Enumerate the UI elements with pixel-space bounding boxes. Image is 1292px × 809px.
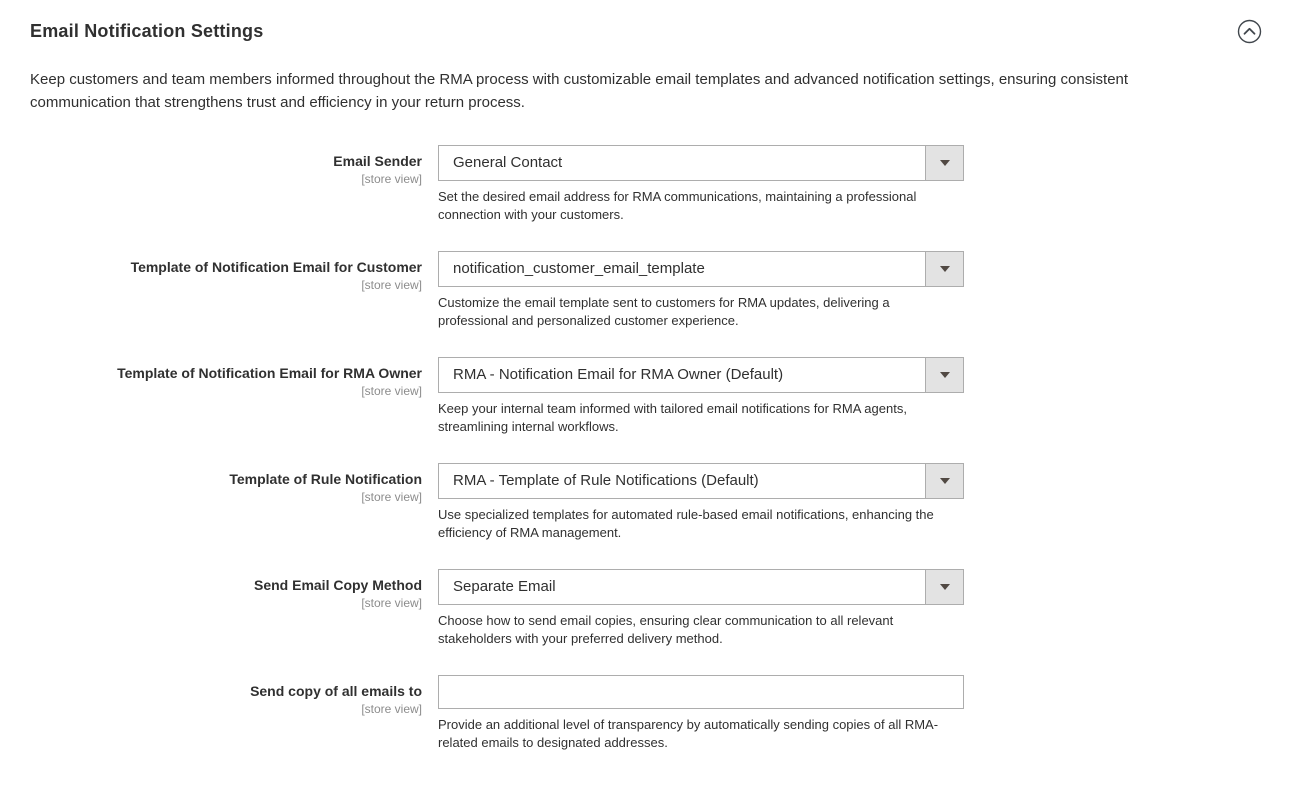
field-row-rma-owner-template [30,357,1262,436]
chevron-up-circle-icon [1237,32,1262,47]
select-selected-value: Separate Email [453,578,556,595]
customer-template-select[interactable] [438,251,964,287]
field-control-block [438,357,1262,436]
field-help-text: Keep your internal team informed with tailored email notifications for RMA agents, streamlining internal workflows. [438,401,907,434]
select-arrow-button[interactable] [925,464,963,498]
field-control-block [438,145,1262,224]
field-scope-hint: [store view] [361,278,422,292]
select-selected-value: RMA - Template of Rule Notifications (Default) [453,472,759,489]
caret-down-icon [940,584,950,590]
field-label-block [30,675,438,752]
field-help-text: Use specialized templates for automated rule-based email notifications, enhancing the efficiency of RMA management. [438,507,934,540]
field-label: Template of Notification Email for Customer [130,259,422,275]
field-label: Send copy of all emails to [250,683,422,699]
settings-form [30,145,1262,752]
field-help-text: Set the desired email address for RMA communications, maintaining a professional connection with your customers. [438,189,917,222]
field-label: Email Sender [333,153,422,169]
select-selected-value: notification_customer_email_template [453,260,705,277]
field-row-rule-notification-template [30,463,1262,542]
field-label-block [30,463,438,542]
field-label-block [30,357,438,436]
field-label-block [30,251,438,330]
section-header [30,20,1262,44]
caret-down-icon [940,372,950,378]
field-row-copy-emails-to [30,675,1262,752]
field-label-block [30,569,438,648]
field-label: Send Email Copy Method [253,577,422,593]
field-help-text: Provide an additional level of transparency by automatically sending copies of all RMA-related emails to designated addresses. [438,717,939,750]
rule-notification-template-select[interactable] [438,463,964,499]
field-control-block [438,569,1262,648]
field-row-customer-template [30,251,1262,330]
select-arrow-button[interactable] [925,358,963,392]
caret-down-icon [940,266,950,272]
collapse-section-button[interactable] [1237,19,1262,44]
select-arrow-button[interactable] [925,146,963,180]
section-description: Keep customers and team members informed throughout the RMA process with customizable email templates and advanced notification settings, ensuring consistent communication that strengthens trust and efficiency in your return process. [30,71,1129,111]
caret-down-icon [940,160,950,166]
field-help-text: Choose how to send email copies, ensuring clear communication to all relevant stakeholders with your preferred delivery method. [438,613,894,646]
field-row-email-copy-method [30,569,1262,648]
field-control-block [438,251,1262,330]
email-copy-method-select[interactable] [438,569,964,605]
field-label: Template of Notification Email for RMA Owner [117,365,422,381]
field-help-text: Customize the email template sent to customers for RMA updates, delivering a professional and personalized customer experience. [438,295,890,328]
field-scope-hint: [store view] [361,172,422,186]
field-scope-hint: [store view] [361,702,422,716]
field-scope-hint: [store view] [361,384,422,398]
rma-owner-template-select[interactable] [438,357,964,393]
field-control-block [438,675,1262,752]
select-arrow-button[interactable] [925,570,963,604]
field-label: Template of Rule Notification [229,471,422,487]
field-scope-hint: [store view] [361,596,422,610]
field-label-block [30,145,438,224]
page-title: Email Notification Settings [30,21,264,41]
select-arrow-button[interactable] [925,252,963,286]
field-control-block [438,463,1262,542]
field-row-email-sender [30,145,1262,224]
field-scope-hint: [store view] [361,490,422,504]
copy-emails-to-input[interactable] [438,675,964,709]
email-sender-select[interactable] [438,145,964,181]
select-selected-value: General Contact [453,154,563,171]
caret-down-icon [940,478,950,484]
select-selected-value: RMA - Notification Email for RMA Owner (Default) [453,366,784,383]
